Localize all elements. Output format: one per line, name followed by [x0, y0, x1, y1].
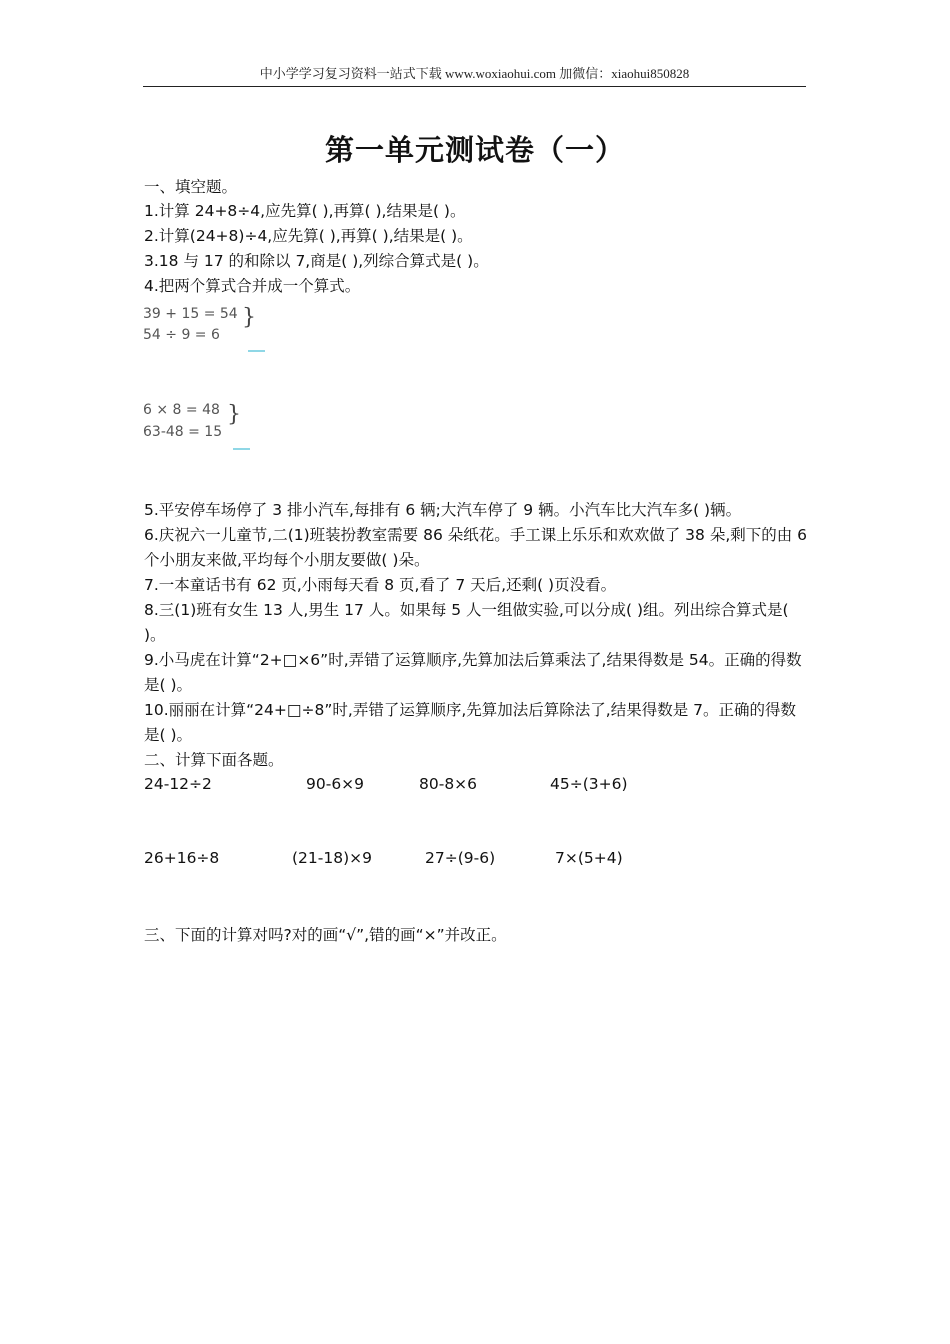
question-3: 3.18 与 17 的和除以 7,商是( ),列综合算式是( )。 — [144, 252, 489, 270]
question-6: 6.庆祝六一儿童节,二(1)班装扮教室需要 86 朵纸花。手工课上乐乐和欢欢做了 38 朵,剩下的由 6 个小朋友来做,平均每个小朋友要做( )朵。 — [144, 526, 808, 569]
answer-line-mark — [233, 448, 250, 450]
question-9: 9.小马虎在计算“2+□×6”时,弄错了运算顺序,先算加法后算乘法了,结果得数是 54。正确的得数是( )。 — [144, 651, 802, 694]
question-2: 2.计算(24+8)÷4,应先算( ),再算( ),结果是( )。 — [144, 227, 473, 245]
question-10: 10.丽丽在计算“24+□÷8”时,弄错了运算顺序,先算加法后算除法了,结果得数是 7。正确的得数是( )。 — [144, 701, 796, 744]
section2-heading: 二、计算下面各题。 — [144, 751, 284, 769]
calc-item: (21-18)×9 — [292, 849, 372, 867]
brace-icon: } — [227, 402, 241, 427]
equation-a1: 39 + 15 = 54 — [143, 306, 238, 322]
question-1: 1.计算 24+8÷4,应先算( ),再算( ),结果是( )。 — [144, 202, 466, 220]
question-5: 5.平安停车场停了 3 排小汽车,每排有 6 辆;大汽车停了 9 辆。小汽车比大汽车多( )辆。 — [144, 501, 742, 519]
section3-heading: 三、下面的计算对吗?对的画“√”,错的画“×”并改正。 — [144, 926, 507, 944]
calc-item: 90-6×9 — [306, 775, 365, 793]
calc-item: 7×(5+4) — [555, 849, 623, 867]
equation-a2: 54 ÷ 9 = 6 — [143, 327, 220, 343]
equation-b1: 6 × 8 = 48 — [143, 402, 220, 418]
calc-item: 27÷(9-6) — [425, 849, 496, 867]
calc-item: 24-12÷2 — [144, 775, 212, 793]
brace-icon: } — [242, 305, 256, 330]
page-header: 中小学学习复习资料一站式下载 www.woxiaohui.com 加微信：xiaohui850828 — [143, 64, 806, 87]
calc-item: 45÷(3+6) — [550, 775, 628, 793]
answer-line-mark — [248, 350, 265, 352]
question-8: 8.三(1)班有女生 13 人,男生 17 人。如果每 5 人一组做实验,可以分成( )组。列出综合算式是( )。 — [144, 601, 789, 644]
question-4: 4.把两个算式合并成一个算式。 — [144, 277, 361, 295]
equation-b2: 63-48 = 15 — [143, 424, 223, 440]
calc-item: 80-8×6 — [419, 775, 478, 793]
section1-heading: 一、填空题。 — [144, 178, 238, 196]
page-title: 第一单元测试卷（一） — [324, 133, 625, 167]
question-7: 7.一本童话书有 62 页,小雨每天看 8 页,看了 7 天后,还剩( )页没看。 — [144, 576, 617, 594]
calc-item: 26+16÷8 — [144, 849, 220, 867]
